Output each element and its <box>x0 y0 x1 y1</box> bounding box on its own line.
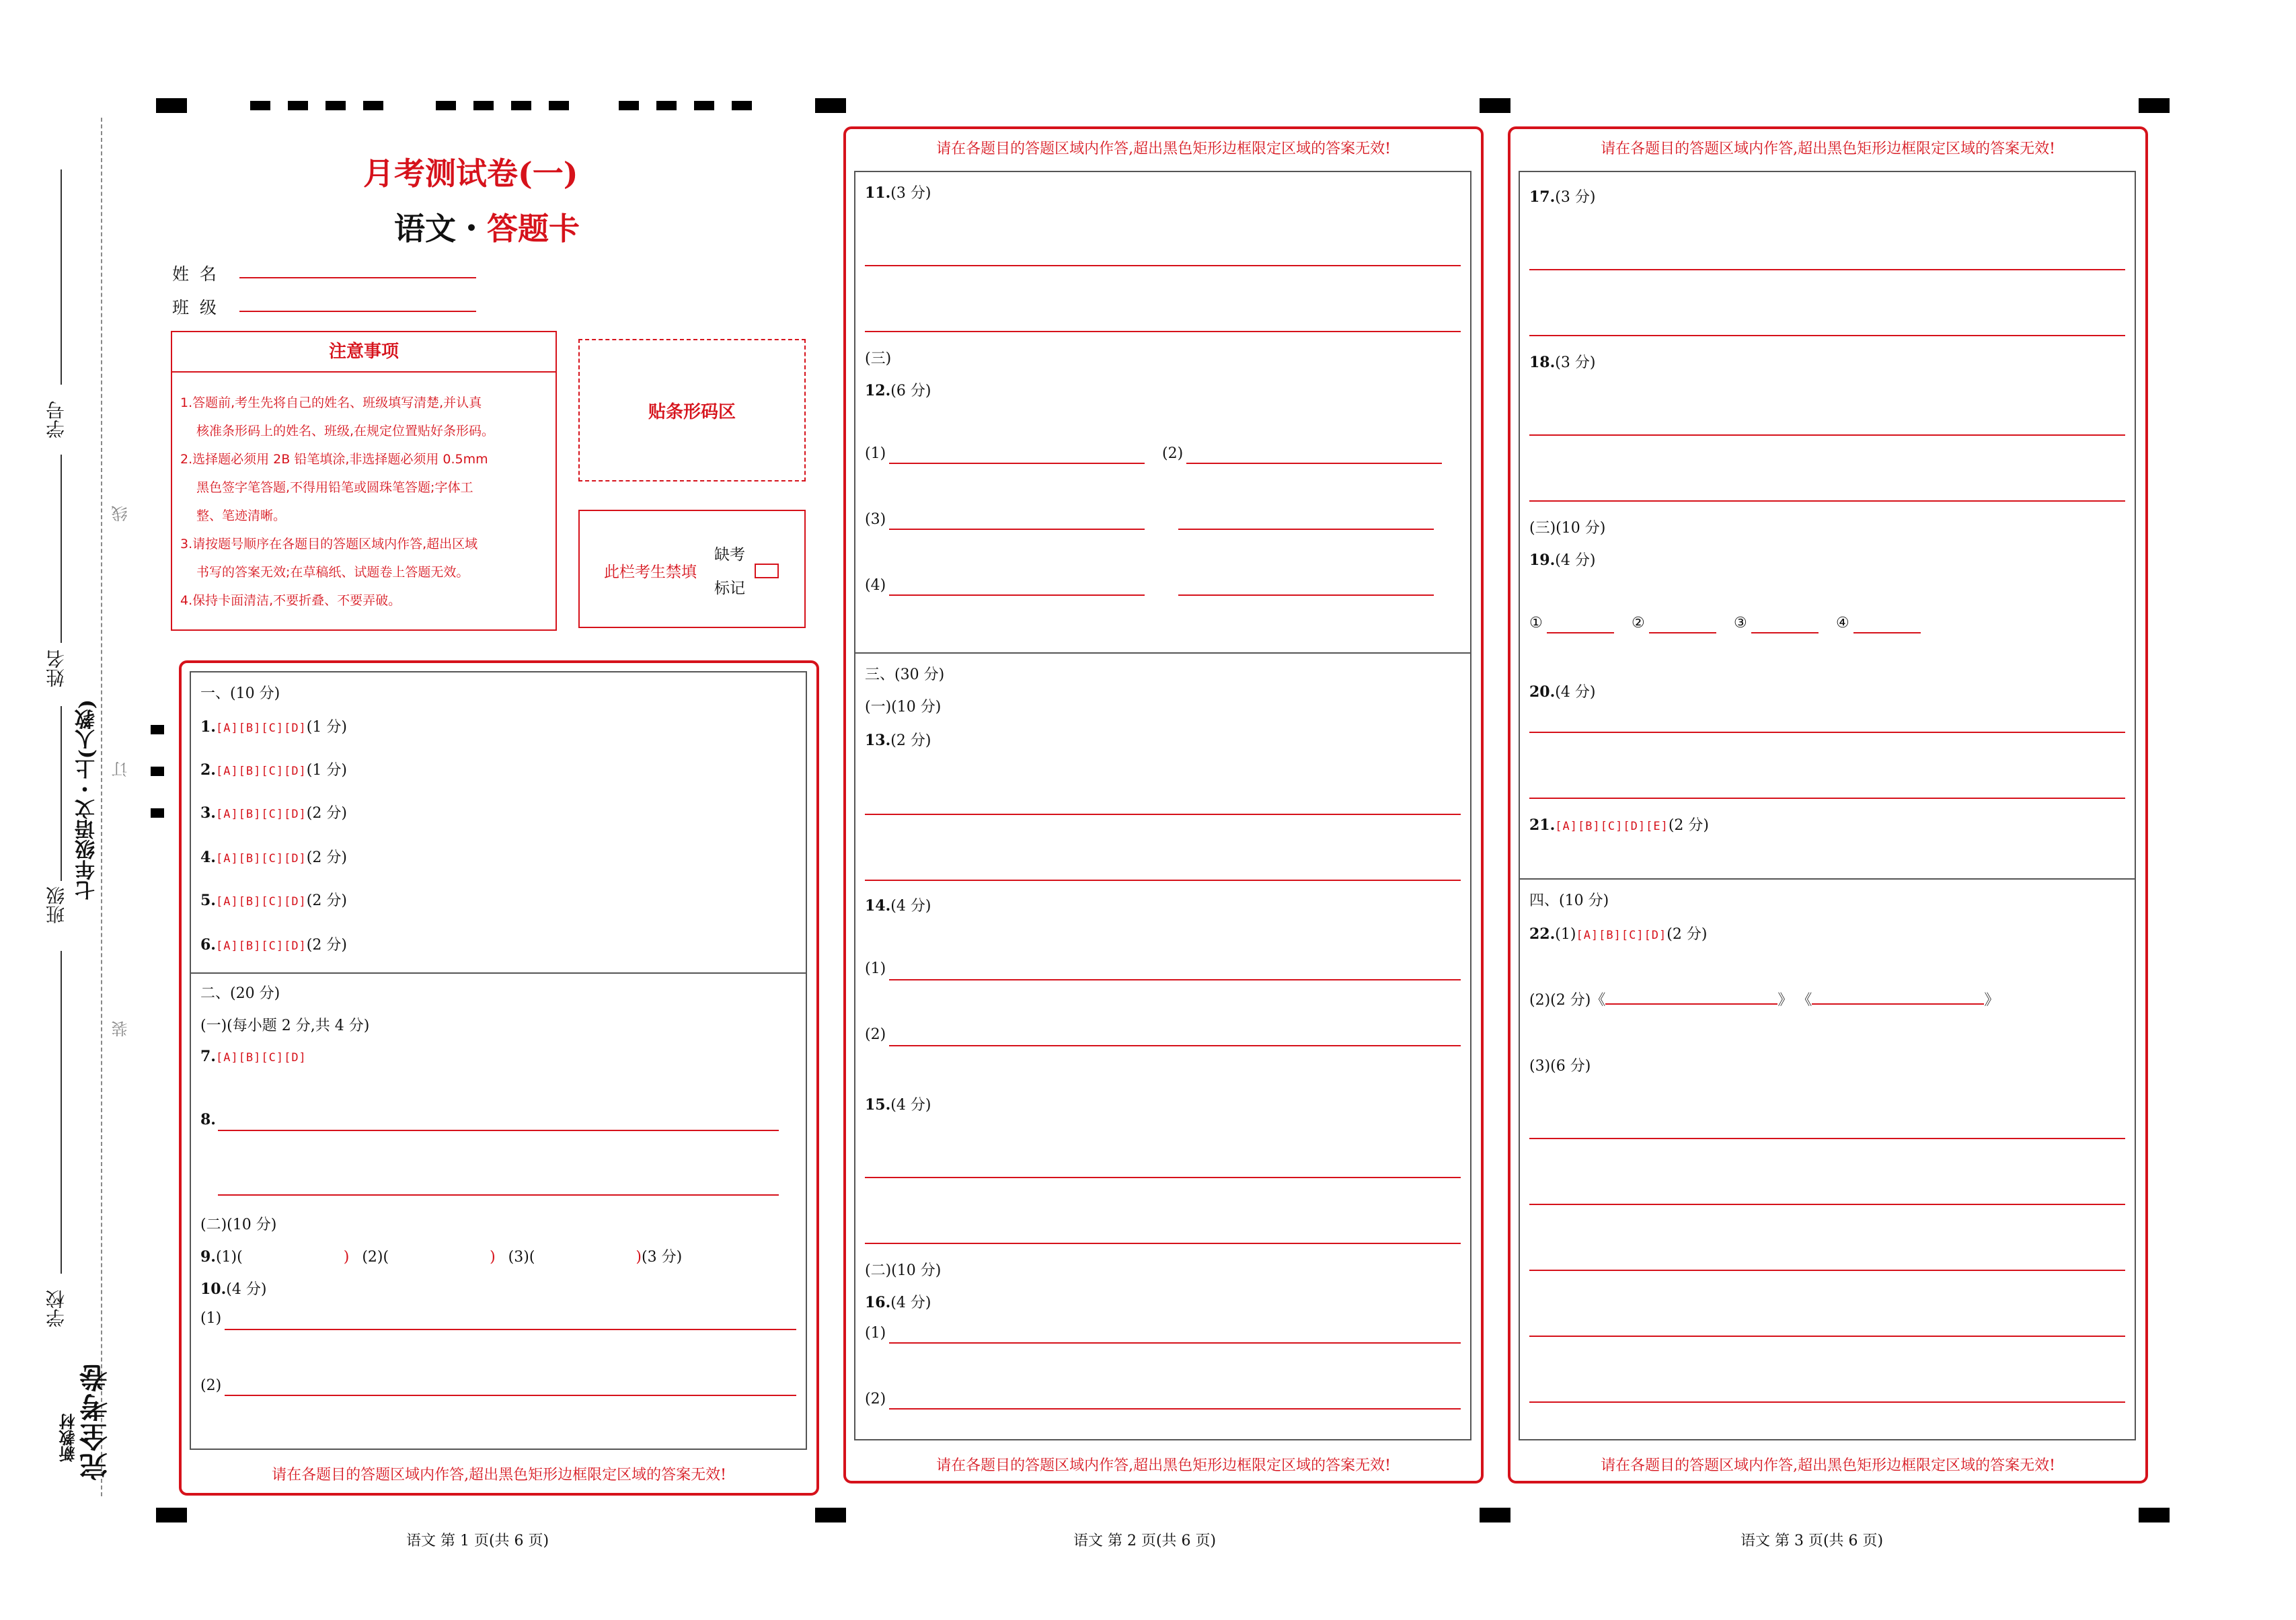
subtitle-card: 答题卡 <box>487 210 580 247</box>
notice-item: 黑色签字笔答题,不得用铅笔或圆珠笔答题;字体工 <box>196 480 473 495</box>
q12-sub2-label: (2) <box>1162 445 1184 462</box>
q19-mark-1: ① <box>1529 615 1543 631</box>
question-18-label: 18.(3 分) <box>1529 354 1596 371</box>
answer-line[interactable] <box>865 1177 1461 1178</box>
q12-sub1-label: (1) <box>865 445 886 462</box>
page2-warning-top: 请在各题目的答题区域内作答,超出黑色矩形边框限定区域的答案无效! <box>936 141 1391 157</box>
choice-question-1[interactable]: 1.[A][B][C][D](1 分) <box>200 718 347 736</box>
q10-sub2-label: (2) <box>200 1377 222 1394</box>
section2-sub1: (一)(每小题 2 分,共 4 分) <box>200 1017 370 1034</box>
q22-sub2: (2)(2 分)《 》 《 》 <box>1529 992 1999 1009</box>
section4-title: 四、(10 分) <box>1529 892 1609 909</box>
notice-box <box>171 331 557 631</box>
section1-title: 一、(10 分) <box>200 685 280 702</box>
section3-sub2: (二)(10 分) <box>865 1262 942 1279</box>
absent-box <box>578 510 806 628</box>
q12-sub4-label: (4) <box>865 577 886 594</box>
page2-box-b <box>854 652 1471 1440</box>
answer-line[interactable] <box>1529 500 2125 502</box>
subsection-3: (三) <box>865 350 892 367</box>
page1-warning: 请在各题目的答题区域内作答,超出黑色矩形边框限定区域的答案无效! <box>272 1467 726 1483</box>
answer-line[interactable] <box>1529 732 2125 733</box>
class-field[interactable] <box>239 311 476 312</box>
answer-line[interactable] <box>889 1342 1461 1344</box>
answer-line[interactable] <box>889 979 1461 980</box>
q10-sub1-label: (1) <box>200 1310 222 1327</box>
question-16-label: 16.(4 分) <box>865 1294 931 1311</box>
question-20-label: 20.(4 分) <box>1529 683 1596 701</box>
absent-mark-top: 缺考 <box>714 546 745 564</box>
answer-line[interactable] <box>1529 1204 2125 1205</box>
answer-line[interactable] <box>889 1408 1461 1410</box>
answer-line[interactable] <box>865 814 1461 815</box>
answer-line[interactable] <box>1529 1138 2125 1139</box>
q16-sub2-label: (2) <box>865 1391 886 1407</box>
answer-line[interactable] <box>889 529 1145 530</box>
notice-title: 注意事项 <box>172 332 556 373</box>
answer-line[interactable] <box>1853 632 1921 633</box>
page2-warning-bottom: 请在各题目的答题区域内作答,超出黑色矩形边框限定区域的答案无效! <box>936 1457 1391 1474</box>
answer-line[interactable] <box>865 880 1461 881</box>
choice-question-4[interactable]: 4.[A][B][C][D](2 分) <box>200 849 347 866</box>
q14-sub2-label: (2) <box>865 1026 886 1043</box>
answer-line[interactable] <box>1529 335 2125 336</box>
question-12-label: 12.(6 分) <box>865 382 931 399</box>
class-label-side: 班级 <box>45 886 67 924</box>
exam-title: 月考测试卷(一) <box>363 155 578 192</box>
question-9[interactable]: 9.(1)( ) (2)( ) (3)( )(3 分) <box>200 1248 683 1266</box>
answer-line[interactable] <box>1751 632 1819 633</box>
subsection-3-p3: (三)(10 分) <box>1529 520 1606 537</box>
section3-sub1: (一)(10 分) <box>865 699 942 716</box>
choice-question-6[interactable]: 6.[A][B][C][D](2 分) <box>200 936 347 954</box>
answer-line[interactable] <box>889 594 1145 596</box>
answer-line[interactable] <box>865 331 1461 332</box>
page3-footer: 语文 第 3 页(共 6 页) <box>1740 1533 1884 1549</box>
section2-title: 二、(20 分) <box>200 985 280 1002</box>
name-field[interactable] <box>239 277 476 278</box>
barcode-area[interactable] <box>578 339 806 481</box>
answer-line[interactable] <box>225 1329 796 1330</box>
question-14-label: 14.(4 分) <box>865 897 931 915</box>
answer-line[interactable] <box>1649 632 1716 633</box>
answer-line[interactable] <box>865 265 1461 266</box>
cut-mark-bind: 订 <box>112 761 130 777</box>
page1-footer: 语文 第 1 页(共 6 页) <box>406 1533 549 1549</box>
question-10-label: 10.(4 分) <box>200 1280 267 1298</box>
card-subtitle <box>394 204 580 249</box>
question-8-label: 8. <box>200 1111 216 1128</box>
page3-box-a <box>1519 171 2136 880</box>
page2-box-a <box>854 171 1471 654</box>
answer-line[interactable] <box>865 1243 1461 1244</box>
q16-sub1-label: (1) <box>865 1325 886 1342</box>
notice-item: 2.选择题必须用 2B 铅笔填涂,非选择题必须用 0.5mm <box>180 452 488 467</box>
answer-line[interactable] <box>1529 434 2125 436</box>
section3-title: 三、(30 分) <box>865 666 945 683</box>
answer-line[interactable] <box>889 463 1145 464</box>
section2-sub2: (二)(10 分) <box>200 1217 277 1233</box>
q12-sub3-label: (3) <box>865 511 886 528</box>
name-label-side: 姓名 <box>45 650 67 687</box>
brand-logo: 完全考卷 <box>79 1362 112 1481</box>
answer-line[interactable] <box>1178 594 1434 596</box>
answer-line[interactable] <box>1178 529 1434 530</box>
answer-line[interactable] <box>1186 463 1442 464</box>
answer-line[interactable] <box>218 1130 779 1131</box>
answer-line[interactable] <box>1529 1401 2125 1403</box>
absent-label: 此栏考生禁填 <box>604 564 697 581</box>
notice-item: 核准条形码上的姓名、班级,在规定位置贴好条形码。 <box>196 424 495 438</box>
barcode-label: 贴条形码区 <box>648 402 736 422</box>
class-label: 班 级 <box>172 298 217 317</box>
page3-warning-bottom: 请在各题目的答题区域内作答,超出黑色矩形边框限定区域的答案无效! <box>1601 1457 2055 1474</box>
student-id-label: 学号 <box>45 401 67 438</box>
question-15-label: 15.(4 分) <box>865 1096 931 1114</box>
notice-item: 整、笔迹清晰。 <box>196 508 286 523</box>
notice-item: 4.保持卡面清洁,不要折叠、不要弄破。 <box>180 593 401 608</box>
choice-question-21[interactable]: 21.[A][B][C][D][E](2 分) <box>1529 816 1709 834</box>
q19-mark-2: ② <box>1632 615 1645 631</box>
choice-question-7[interactable]: 7.[A][B][C][D] <box>200 1048 307 1065</box>
question-13-label: 13.(2 分) <box>865 732 931 749</box>
page3-box-b <box>1519 878 2136 1440</box>
brand-small: 新教材 <box>59 1414 78 1462</box>
question-11-label: 11.(3 分) <box>865 184 931 202</box>
subtitle-subject: 语文・ <box>394 210 487 247</box>
answer-line[interactable] <box>1547 632 1614 633</box>
choice-question-5[interactable]: 5.[A][B][C][D](2 分) <box>200 892 347 909</box>
school-label-side: 学校 <box>45 1290 67 1327</box>
notice-item: 3.请按题号顺序在各题目的答题区域内作答,超出区域 <box>180 537 478 551</box>
question-19-label: 19.(4 分) <box>1529 551 1596 569</box>
answer-line[interactable] <box>1529 798 2125 799</box>
choice-question-3[interactable]: 3.[A][B][C][D](2 分) <box>200 804 347 822</box>
name-label: 姓 名 <box>172 264 217 284</box>
answer-line[interactable] <box>1529 1336 2125 1337</box>
cut-mark-fold: 装 <box>112 1021 130 1037</box>
notice-item: 书写的答案无效;在草稿纸、试题卷上答题无效。 <box>196 565 469 580</box>
answer-line[interactable] <box>889 1045 1461 1046</box>
absent-checkbox[interactable] <box>755 564 779 578</box>
cut-mark-line: 线 <box>112 506 130 522</box>
choice-question-2[interactable]: 2.[A][B][C][D](1 分) <box>200 761 347 779</box>
q19-mark-3: ③ <box>1734 615 1747 631</box>
answer-line[interactable] <box>218 1194 779 1196</box>
page3-warning-top: 请在各题目的答题区域内作答,超出黑色矩形边框限定区域的答案无效! <box>1601 141 2055 157</box>
answer-line[interactable] <box>1529 1270 2125 1271</box>
q19-mark-4: ④ <box>1836 615 1849 631</box>
notice-item: 1.答题前,考生先将自己的姓名、班级填写清楚,并认真 <box>180 395 482 410</box>
absent-mark-bottom: 标记 <box>714 580 745 597</box>
subject-label: 七年级语文・上(人教) <box>75 699 99 900</box>
page2-footer: 语文 第 2 页(共 6 页) <box>1073 1533 1217 1549</box>
choice-question-22[interactable]: 22.(1)[A][B][C][D](2 分) <box>1529 925 1708 943</box>
question-17-label: 17.(3 分) <box>1529 188 1596 206</box>
answer-line[interactable] <box>1529 269 2125 270</box>
q14-sub1-label: (1) <box>865 960 886 977</box>
q22-sub3: (3)(6 分) <box>1529 1058 1591 1075</box>
answer-line[interactable] <box>225 1395 796 1396</box>
